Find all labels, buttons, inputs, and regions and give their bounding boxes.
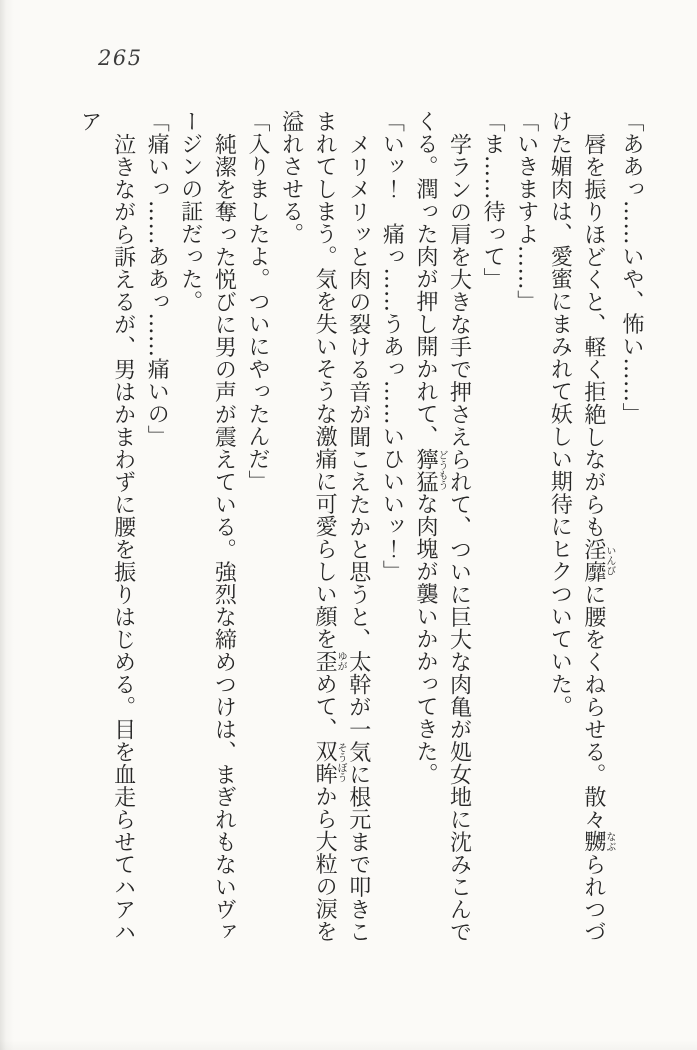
paragraph-dialogue: 「ああっ……いや、怖い……」 — [619, 110, 644, 425]
text-block — [77, 110, 648, 948]
paragraph-dialogue: 「入りましたよ。ついにやったんだ」 — [244, 110, 270, 493]
paragraph-dialogue: 「痛いっ……ああっ……痛いの」 — [144, 110, 170, 448]
page-number: 265 — [98, 46, 143, 70]
furigana-annotation: 嬲なぶ — [580, 830, 615, 853]
furigana-annotation: 獰猛どうもう — [412, 447, 447, 493]
furigana-annotation: 淫靡いんび — [580, 537, 615, 583]
paragraph-dialogue: 「いッ！ 痛っ……うあっ……いひいいッ！」 — [379, 110, 405, 583]
paragraph-narrative: メリメリッと肉の裂ける音が聞こえたかと思うと、太幹が一気に根元まで叩きこまれてしまう。気を失いそうな激痛に可愛らしい顔を歪ゆがめて、双眸そうぼうから大粒の涙を溢れさせる。 — [278, 110, 371, 943]
paragraph-narrative: 学ランの肩を大きな手で押さえられて、ついに巨大な肉亀が処女地に沈みこんでくる。潤った肉が押し開かれて、獰猛どうもうな肉塊が襲いかかってきた。 — [412, 110, 472, 943]
paragraph-dialogue: 「いきますよ……」 — [513, 110, 539, 313]
furigana-annotation: 双眸そうぼう — [312, 740, 347, 785]
furigana-annotation: 歪ゆが — [312, 650, 347, 673]
paragraph-narrative: 唇を振りほどくと、軽く拒絶しながらも淫靡いんびに腰をくねらせる。散々嬲なぶられつづけた媚肉は、愛蜜にまみれて妖しい期待にヒクついていた。 — [547, 110, 615, 943]
paragraph-narrative: 純潔を奪った悦びに男の声が震えている。強烈な締めつけは、まぎれもないヴァージンの証だった。 — [177, 110, 237, 943]
paragraph-narrative: 泣きながら訴えるが、男はかまわずに腰を振りはじめる。目を血走らせてハアハア — [77, 110, 136, 943]
paragraph-dialogue: 「ま……待って」 — [480, 110, 506, 290]
